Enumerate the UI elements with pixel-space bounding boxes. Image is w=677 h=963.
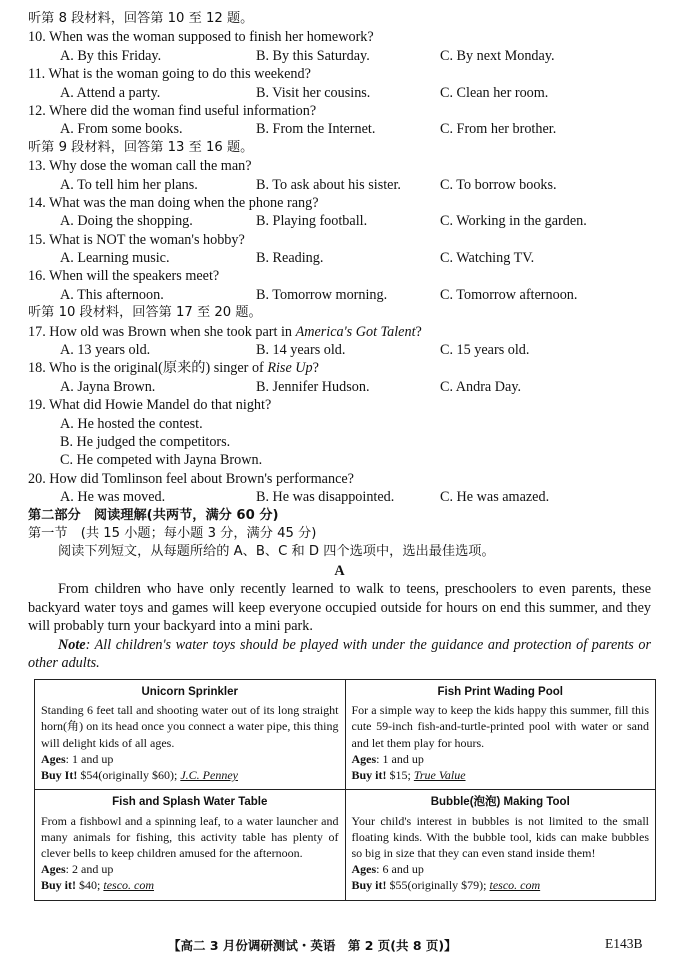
question-18-options	[28, 378, 651, 396]
option-b: B. To ask about his sister.	[256, 176, 401, 193]
option-a: A. Doing the shopping.	[60, 213, 193, 230]
ad-title: Fish Print Wading Pool	[437, 686, 563, 699]
option-b: B. 14 years old.	[256, 342, 346, 359]
ad-fish-splash-table	[35, 790, 346, 900]
question-20-options	[28, 488, 651, 506]
question-16-options	[28, 286, 651, 304]
section10-header: 听第 10 段材料，回答第 17 至 20 题。	[28, 305, 262, 321]
ad-title: Fish and Splash Water Table	[112, 796, 268, 809]
buy-label: Buy it!	[351, 768, 387, 783]
section9-header: 听第 9 段材料，回答第 13 至 16 题。	[28, 139, 254, 155]
ad-body: From a fishbowl and a spinning leaf, to a water launcher and many animals for fishing, this activity table has plenty of clever bells to keep children amused for the afternoon.	[41, 813, 339, 860]
ages-label: Ages	[41, 751, 66, 766]
ages-value: : 6 and up	[376, 862, 424, 877]
option-a: A. Learning music.	[60, 250, 170, 267]
question-13: 13. Why dose the woman call the man?	[28, 158, 252, 175]
song-title: Rise Up	[267, 360, 313, 377]
option-a: A. 13 years old.	[60, 342, 151, 359]
option-c: C. He competed with Jayna Brown.	[60, 452, 263, 469]
option-b: B. Visit her cousins.	[256, 84, 371, 101]
option-a: A. To tell him her plans.	[60, 176, 198, 193]
note-label: Note	[58, 636, 86, 653]
option-c: C. Watching TV.	[440, 250, 535, 267]
option-b: B. From the Internet.	[256, 121, 376, 138]
question-19: 19. What did Howie Mandel do that night?	[28, 397, 272, 414]
question-12: 12. Where did the woman find useful information?	[28, 102, 317, 119]
price: $55(originally $79);	[386, 878, 490, 893]
buy-label: Buy It!	[41, 768, 78, 783]
section8-header: 听第 8 段材料，回答第 10 至 12 题。	[28, 11, 254, 26]
question-11: 11. What is the woman going to do this weekend?	[28, 66, 311, 83]
question-16: 16. When will the speakers meet?	[28, 268, 220, 285]
ages-label: Ages	[351, 751, 377, 766]
question-mark: ?	[415, 323, 422, 340]
question-15-options	[28, 249, 651, 267]
option-b: B. He was disappointed.	[256, 489, 395, 506]
question-18-text: 18. Who is the original(原来的) singer of	[28, 360, 268, 377]
store-name: tesco. com	[489, 878, 541, 893]
option-b: B. Playing football.	[256, 213, 368, 230]
option-c: C. From her brother.	[440, 121, 557, 138]
option-a: A. From some books.	[60, 121, 183, 138]
option-c: C. Andra Day.	[440, 378, 522, 395]
question-14-options	[28, 212, 651, 230]
option-c: C. To borrow books.	[440, 176, 557, 193]
option-b: B. By this Saturday.	[256, 47, 370, 64]
reading-instruction: 阅读下列短文，从每题所给的 A、B、C 和 D 四个选项中，选出最佳选项。	[58, 544, 495, 560]
option-c: C. He was amazed.	[440, 489, 550, 506]
option-b: B. Reading.	[256, 250, 324, 267]
question-17-options	[28, 341, 651, 359]
section1-title: 第一节 (共 15 小题；每小题 3 分，满分 45 分)	[28, 525, 317, 541]
question-17	[28, 323, 651, 341]
store-name: J.C. Penney	[180, 768, 238, 783]
paper-code: E143B	[605, 936, 643, 951]
option-b: B. He judged the competitors.	[60, 433, 231, 450]
ad-ages	[352, 861, 650, 877]
ad-ages	[352, 751, 650, 767]
store-name: True Value	[413, 768, 466, 783]
buy-label: Buy it!	[41, 878, 77, 893]
question-10: 10. When was the woman supposed to finish her homework?	[28, 29, 374, 46]
ages-value: : 1 and up	[65, 751, 114, 766]
ad-buy	[352, 767, 650, 783]
option-c: C. Working in the garden.	[440, 213, 587, 230]
price: $40;	[76, 878, 104, 893]
question-10-options	[28, 47, 651, 65]
ad-title: Bubble(泡泡) Making Tool	[430, 796, 570, 809]
note-text: : All children's water toys should be played with under the guidance and protection of parents or other adults.	[28, 636, 651, 672]
question-12-options	[28, 120, 651, 138]
option-a: A. Jayna Brown.	[60, 378, 156, 395]
page-footer	[0, 936, 677, 954]
ages-value: : 2 and up	[65, 862, 114, 877]
question-18	[28, 359, 651, 377]
question-15: 15. What is NOT the woman's hobby?	[28, 231, 245, 248]
ad-unicorn-sprinkler	[35, 680, 346, 790]
ad-body: Standing 6 feet tall and shooting water out of its long straight horn(角) on its head once you connect a water pipe, this thing will delight kids of all ages.	[41, 703, 339, 750]
option-c: C. Tomorrow afternoon.	[440, 286, 578, 303]
price: $54(originally $60);	[77, 768, 181, 783]
ad-buy	[41, 767, 339, 783]
option-b: B. Tomorrow morning.	[256, 286, 388, 303]
show-title: America's Got Talent	[295, 323, 416, 340]
question-13-options	[28, 176, 651, 194]
option-a: A. Attend a party.	[60, 84, 161, 101]
ages-value: : 1 and up	[376, 751, 424, 766]
option-a: A. He was moved.	[60, 489, 166, 506]
store-name: tesco. com	[103, 878, 155, 893]
question-11-options	[28, 84, 651, 102]
question-17-text: 17. How old was Brown when she took part in	[28, 323, 296, 340]
product-table	[34, 679, 656, 900]
option-c: C. By next Monday.	[440, 47, 555, 64]
option-c: C. Clean her room.	[440, 84, 549, 101]
buy-label: Buy it!	[351, 878, 387, 893]
ad-fish-print-pool	[345, 680, 656, 790]
option-a: A. This afternoon.	[60, 286, 164, 303]
ad-buy	[352, 877, 650, 893]
question-mark: ?	[312, 360, 319, 377]
ages-label: Ages	[41, 862, 66, 877]
ad-ages	[41, 861, 339, 877]
ad-bubble-tool	[345, 790, 656, 900]
part2-title: 第二部分 阅读理解(共两节，满分 60 分)	[28, 507, 279, 523]
intro-paragraph: From children who have only recently learned to walk to teens, preschoolers to even parents, these backyard water toys and games will keep everyone occupied outside for hours on end this summer, and they will probably turn your backyard into a mini park.	[28, 581, 651, 635]
footer-text: 【高二 3 月份调研测试・英语 第 2 页(共 8 页)】	[168, 938, 457, 953]
option-a: A. By this Friday.	[60, 47, 162, 64]
question-14: 14. What was the man doing when the phone rang?	[28, 194, 319, 211]
option-c: C. 15 years old.	[440, 342, 530, 359]
ad-body: For a simple way to keep the kids happy this summer, fill this cute 59-inch fish-and-turtle-printed pool with water or sand and let them play for hours.	[351, 703, 649, 750]
question-20: 20. How did Tomlinson feel about Brown's performance?	[28, 470, 354, 487]
option-a: A. He hosted the contest.	[60, 415, 203, 432]
option-b: B. Jennifer Hudson.	[256, 378, 370, 395]
price: $15;	[386, 768, 414, 783]
ad-buy	[41, 877, 339, 893]
note-paragraph	[28, 636, 651, 673]
ad-title: Unicorn Sprinkler	[141, 686, 238, 699]
ages-label: Ages	[351, 862, 377, 877]
passage-letter: A	[334, 562, 345, 579]
ad-body: Your child's interest in bubbles is not limited to the small floating kinds. With the bubble tool, kids can make bubbles so big in size that they can even stand inside them!	[351, 813, 649, 860]
ad-ages	[41, 751, 339, 767]
